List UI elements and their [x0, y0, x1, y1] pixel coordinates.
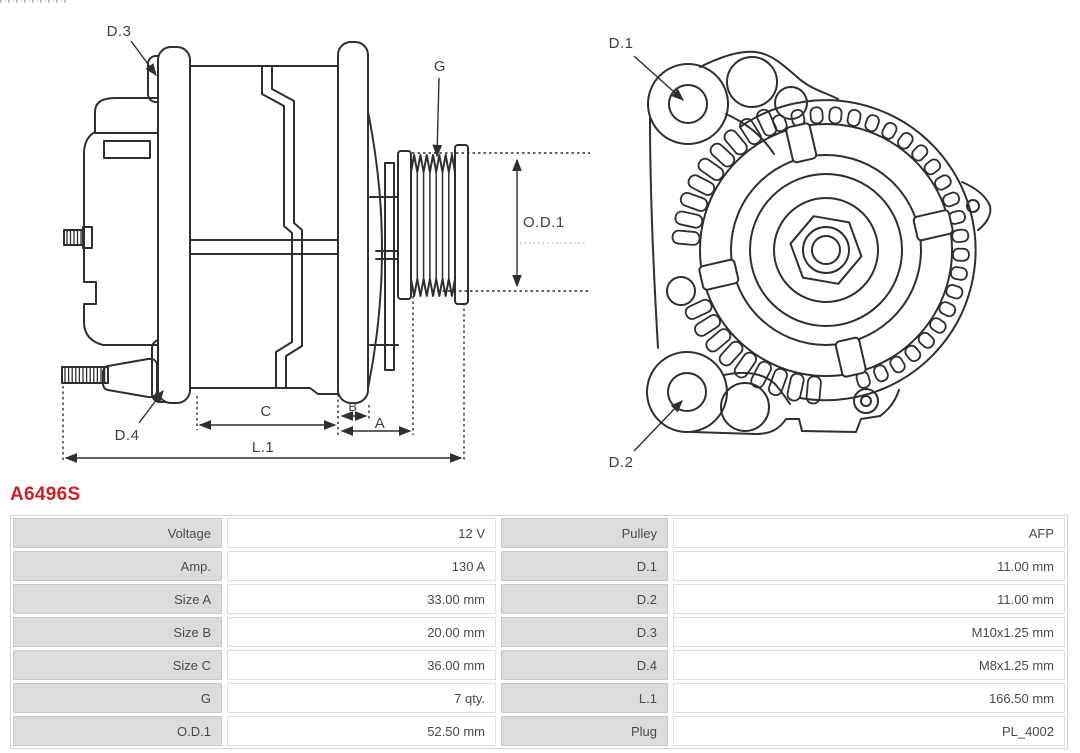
- spec-label: Voltage: [13, 518, 222, 548]
- rear-housing: [84, 98, 165, 345]
- terminal-stud: [64, 227, 92, 248]
- bracket-left-edge: [650, 118, 658, 348]
- d1-hole: [669, 85, 707, 123]
- spec-label: Size A: [13, 584, 222, 614]
- dim-label-a: A: [374, 415, 386, 432]
- top-boss-hole: [727, 57, 777, 107]
- spec-label: D.2: [501, 584, 668, 614]
- spec-value: 7 qty.: [227, 683, 496, 713]
- pulley: [398, 145, 468, 304]
- front-bracket: [338, 42, 368, 403]
- spec-value: 52.50 mm: [227, 716, 496, 746]
- spec-value: 130 A: [227, 551, 496, 581]
- spec-value: 33.00 mm: [227, 584, 496, 614]
- spec-label: Amp.: [13, 551, 222, 581]
- spec-label: D.4: [501, 650, 668, 680]
- dim-label-c: C: [260, 403, 272, 420]
- spec-label: L.1: [501, 683, 668, 713]
- dim-label-d4: D.4: [114, 427, 140, 444]
- spec-table: [10, 515, 1068, 749]
- part-number: A6496S: [10, 484, 81, 505]
- spec-label: Plug: [501, 716, 668, 746]
- dim-label-d3: D.3: [106, 23, 132, 40]
- d2-hole: [668, 373, 706, 411]
- bracket-top-arm: [700, 52, 838, 99]
- spec-value: 166.50 mm: [673, 683, 1065, 713]
- top-ear: [648, 64, 728, 144]
- spec-value: M8x1.25 mm: [673, 650, 1065, 680]
- side-view-drawing: [62, 42, 468, 403]
- dim-label-g: G: [433, 58, 447, 75]
- dim-label-l1: L.1: [251, 439, 275, 456]
- dim-label-b: B: [348, 399, 358, 414]
- spec-value: PL_4002: [673, 716, 1065, 746]
- dim-label-d2: D.2: [608, 454, 634, 471]
- spec-label: D.1: [501, 551, 668, 581]
- bottom-ear: [647, 352, 727, 432]
- spec-label: G: [13, 683, 222, 713]
- spec-value: 11.00 mm: [673, 584, 1065, 614]
- spec-label: Size C: [13, 650, 222, 680]
- stator-body: [190, 66, 338, 394]
- spec-label: O.D.1: [13, 716, 222, 746]
- dim-label-d1: D.1: [608, 35, 634, 52]
- spec-value: 20.00 mm: [227, 617, 496, 647]
- dimension-lines: [63, 41, 590, 462]
- spec-value: AFP: [673, 518, 1065, 548]
- spec-value: 36.00 mm: [227, 650, 496, 680]
- spec-label: Size B: [13, 617, 222, 647]
- spec-label: Pulley: [501, 518, 668, 548]
- spec-value: 12 V: [227, 518, 496, 548]
- spec-label: D.3: [501, 617, 668, 647]
- shaft: [370, 163, 398, 370]
- mount-flange: [158, 47, 190, 403]
- spec-value: M10x1.25 mm: [673, 617, 1065, 647]
- spec-value: 11.00 mm: [673, 551, 1065, 581]
- dim-label-od1: O.D.1: [523, 214, 565, 231]
- front-view-drawing: [647, 52, 990, 434]
